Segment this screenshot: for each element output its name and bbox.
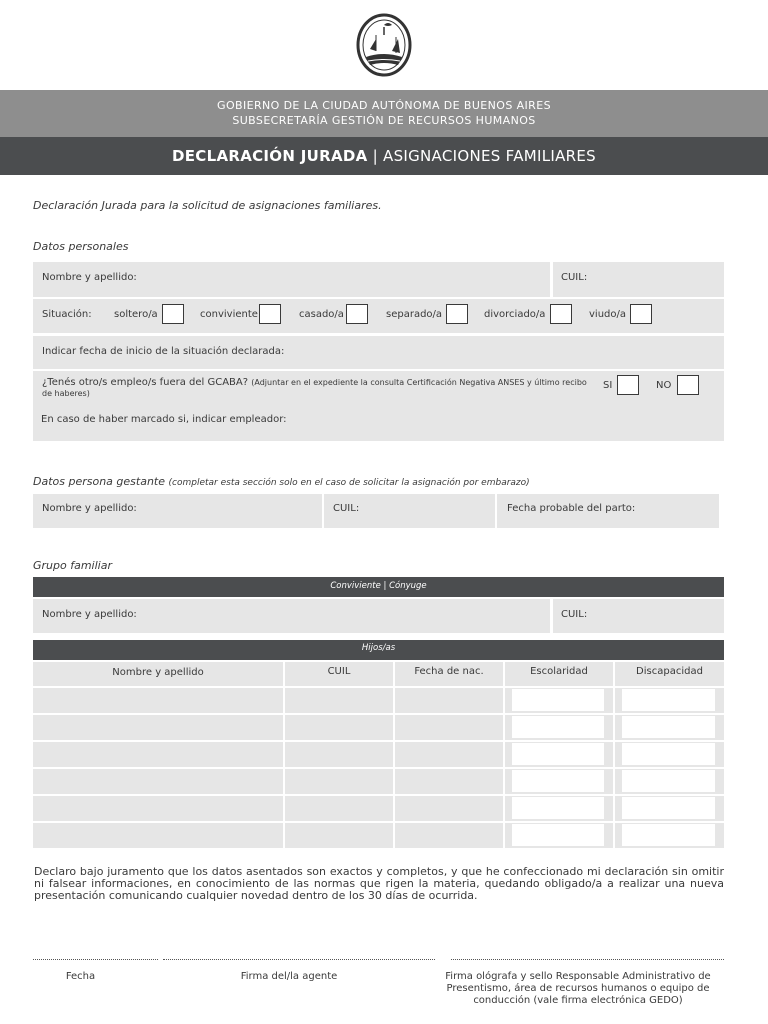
hijo-discapacidad-input[interactable] [622,689,715,711]
option-viudo-checkbox[interactable] [630,304,652,324]
conyuge-header: Conviviente | Cónyuge [33,577,724,597]
title-rest: | ASIGNACIONES FAMILIARES [367,147,596,165]
hijo-escolaridad-input[interactable] [512,716,604,738]
buenos-aires-seal-icon [356,13,412,77]
empleo-note: (Adjuntar en el expediente la consulta Certificación Negativa ANSES y último recibo de haberes) [42,378,587,398]
section-personal-title: Datos personales [33,240,129,253]
option-viudo-label: viudo/a [589,309,626,320]
hijo-nombre-cell[interactable] [33,769,283,794]
option-divorciado-checkbox[interactable] [550,304,572,324]
option-casado-label: casado/a [299,309,344,320]
fecha-inicio-label: Indicar fecha de inicio de la situación declarada: [42,346,285,357]
hijo-escolaridad-input[interactable] [512,797,604,819]
hijo-discapacidad-input[interactable] [622,824,715,846]
section-gestante-title [33,475,530,488]
agente-signature-line [163,959,435,960]
empleo-question-text: ¿Tenés otro/s empleo/s fuera del GCABA? [42,377,249,388]
col-nombre: Nombre y apellido [33,662,283,686]
hijo-fecha-nac-cell[interactable] [395,769,503,794]
gestante-fecha-label: Fecha probable del parto: [507,503,636,514]
empleo-question [42,377,587,399]
hijos-header: Hijos/as [33,640,724,660]
empleo-no-checkbox[interactable] [677,375,699,395]
hijo-escolaridad-input[interactable] [512,770,604,792]
hijo-nombre-cell[interactable] [33,715,283,740]
hijo-discapacidad-input[interactable] [622,716,715,738]
option-soltero-checkbox[interactable] [162,304,184,324]
hijo-cuil-cell[interactable] [285,688,393,713]
hijo-escolaridad-input[interactable] [512,824,604,846]
situacion-label: Situación: [42,309,92,320]
gestante-note: (completar esta sección solo en el caso de solicitar la asignación por embarazo) [168,478,530,488]
gestante-cuil-label: CUIL: [333,503,360,514]
responsable-signature-label: Firma ológrafa y sello Responsable Administrativo de Presentismo, área de recursos humanos o equipo de conducción (vale firma electrónica GEDO) [445,971,711,1006]
hijo-discapacidad-input[interactable] [622,743,715,765]
hijo-fecha-nac-cell[interactable] [395,742,503,767]
hijo-fecha-nac-cell[interactable] [395,796,503,821]
hijo-escolaridad-input[interactable] [512,689,604,711]
gestante-nombre-label: Nombre y apellido: [42,503,137,514]
hijo-cuil-cell[interactable] [285,769,393,794]
col-fecha-nac: Fecha de nac. [395,662,503,686]
hijo-cuil-cell[interactable] [285,715,393,740]
option-conviviente-checkbox[interactable] [259,304,281,324]
hijo-discapacidad-input[interactable] [622,797,715,819]
header-line1: GOBIERNO DE LA CIUDAD AUTÓNOMA DE BUENOS AIRES [217,99,551,112]
option-divorciado-label: divorciado/a [484,309,546,320]
conyuge-cuil-label: CUIL: [561,609,588,620]
responsable-signature-line [451,959,724,960]
option-casado-checkbox[interactable] [346,304,368,324]
intro-text: Declaración Jurada para la solicitud de asignaciones familiares. [33,199,382,212]
title-bold: DECLARACIÓN JURADA [171,147,368,165]
col-discapacidad: Discapacidad [615,662,724,686]
empleo-si-label: SI [603,380,613,391]
empleador-label: En caso de haber marcado si, indicar empleador: [41,414,287,425]
hijo-cuil-cell[interactable] [285,742,393,767]
col-cuil: CUIL [285,662,393,686]
conyuge-nombre-label: Nombre y apellido: [42,609,137,620]
hijo-discapacidad-input[interactable] [622,770,715,792]
form-title [0,137,768,175]
section-grupo-title: Grupo familiar [33,559,112,572]
option-separado-label: separado/a [386,309,443,320]
empleo-si-checkbox[interactable] [617,375,639,395]
hijo-cuil-cell[interactable] [285,823,393,848]
hijo-fecha-nac-cell[interactable] [395,823,503,848]
hijo-fecha-nac-cell[interactable] [395,688,503,713]
header-line2: SUBSECRETARÍA GESTIÓN DE RECURSOS HUMANOS [232,114,536,127]
declaration-text: Declaro bajo juramento que los datos asentados son exactos y completos, y que he confeccionado mi declaración sin omitir ni falsear informaciones, en conocimiento de las normas que rigen la materia, quedando obligado/a a realizar una nueva presentación comunicando cualquier novedad dentro de los 30 días de ocurrida. [34,865,724,902]
personal-cuil-label: CUIL: [561,272,588,283]
government-header [0,90,768,137]
hijo-nombre-cell[interactable] [33,823,283,848]
agente-signature-label: Firma del/la agente [240,971,338,982]
fecha-signature-line [33,959,158,960]
personal-nombre-label: Nombre y apellido: [42,272,137,283]
hijo-nombre-cell[interactable] [33,688,283,713]
fecha-signature-label: Fecha [65,971,96,982]
hijo-nombre-cell[interactable] [33,796,283,821]
option-soltero-label: soltero/a [114,309,158,320]
hijo-escolaridad-input[interactable] [512,743,604,765]
option-separado-checkbox[interactable] [446,304,468,324]
option-conviviente-label: conviviente [200,309,258,320]
hijo-nombre-cell[interactable] [33,742,283,767]
gestante-title-text: Datos persona gestante [33,475,166,488]
hijo-cuil-cell[interactable] [285,796,393,821]
empleo-no-label: NO [656,380,672,391]
hijo-fecha-nac-cell[interactable] [395,715,503,740]
col-escolaridad: Escolaridad [505,662,613,686]
